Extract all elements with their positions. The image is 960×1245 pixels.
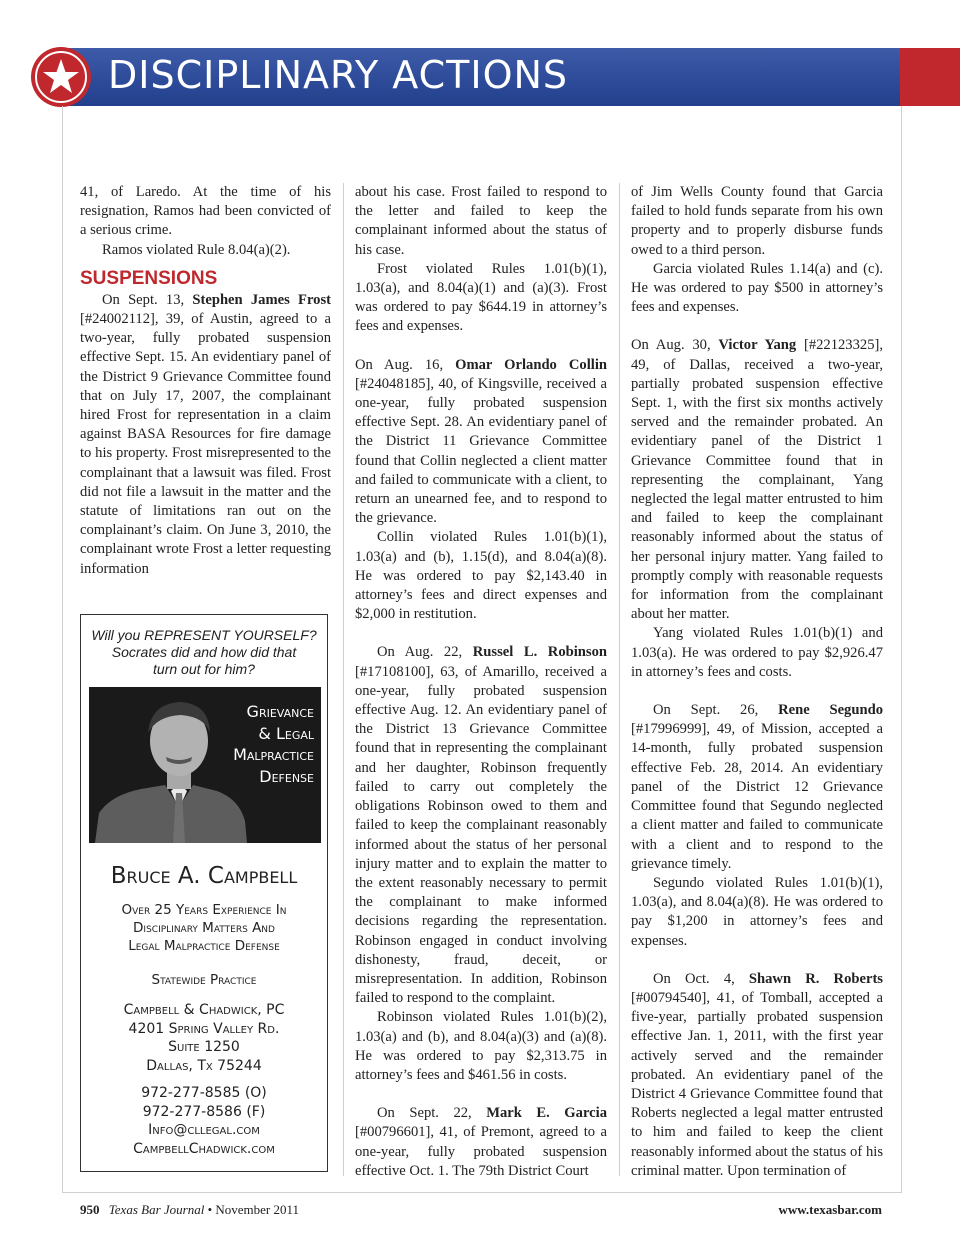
ad-fax: 972-277-8586 (F) bbox=[142, 1103, 266, 1120]
paragraph: On Oct. 4, Shawn R. Roberts [#00794540], 41, of Tomball, accepted a five-year, partially probated suspension effective Jan. 1, 2011, with the first year actively served and the remainder probated. An evidentiary panel of the District 4 Grievance Committee found that Roberts neglected a legal matter entrusted to him and failed to keep the client reasonably informed about the status of his criminal matter. Upon termination of bbox=[631, 970, 883, 1179]
ad-contact bbox=[81, 1084, 327, 1158]
paragraph: Frost violated Rules 1.01(b)(1), 1.03(a), and 8.04(a)(1) and (a)(3). Frost was ordered to pay $644.19 in attorney’s fees and expenses. bbox=[355, 260, 607, 335]
attorney-name: Omar Orlando Collin bbox=[455, 356, 607, 373]
paragraph: Robinson violated Rules 1.01(b)(2), 1.03(a) and (b), and 8.04(a)(3) and (a)(8). He was ordered to pay $2,313.75 in attorney’s fees and $461.56 in costs. bbox=[355, 1009, 607, 1083]
column-divider bbox=[343, 183, 344, 1176]
paragraph: Garcia violated Rules 1.14(a) and (c). He was ordered to pay $500 in attorney’s fees and expenses. bbox=[631, 260, 883, 316]
paragraph: Segundo violated Rules 1.01(b)(1), 1.03(a), and 8.04(a)(8). He was ordered to pay $1,200 in attorney’s fees and expenses. bbox=[631, 874, 883, 949]
ad-statewide: Statewide Practice bbox=[151, 972, 257, 988]
paragraph: On Aug. 30, Victor Yang [#22123325], 49, of Dallas, received a two-year, partially probated suspension effective Sept. 1, with the first six months actively served and the remainder probated. An evidentiary panel of the District 1 Grievance Committee found that in representing the complainant, Yang neglected the legal matter entrusted to him and failed to keep the complainant reasonably informed about the status of her personal injury matter. Yang failed to promptly comply with reasonable requests for information from the complainant about her matter. bbox=[631, 337, 884, 623]
paragraph: On Sept. 22, Mark E. Garcia [#00796601], 41, of Premont, agreed to a one-year, fully probated suspension effective Oct. 1. The 79th District Court bbox=[355, 1105, 607, 1179]
column-1 bbox=[80, 183, 331, 579]
ad-tagline: Grievance & Legal Malpractice Defense bbox=[233, 702, 314, 786]
paragraph: On Sept. 26, Rene Segundo [#17996999], 49, of Mission, accepted a 14-month, fully probated suspension effective Feb. 28, 2014. An evidentiary panel of the District 12 Grievance Committee found that Segundo neglected a client matter and failed to communicate with a client and to respond to the grievance timely. bbox=[631, 702, 884, 872]
attorney-name: Shawn R. Roberts bbox=[748, 970, 883, 987]
footer-url[interactable]: www.texasbar.com bbox=[778, 1202, 882, 1217]
ad-address: Campbell & Chadwick, PC 4201 Spring Valley Rd. Suite 1250 Dallas, Tx 75244 bbox=[123, 1002, 285, 1074]
paragraph: On Aug. 16, Omar Orlando Collin [#24048185], 40, of Kingsville, received a one-year, fully probated suspension effective Sept. 28. An evidentiary panel of the District 11 Grievance Committee found that Collin neglected a client matter and failed to communicate with a client, to return an unearned fee, and to respond to the grievance. bbox=[355, 356, 607, 527]
paragraph: of Jim Wells County found that Garcia failed to hold funds separate from his own property and to properly disburse funds owed to a third person. bbox=[631, 184, 883, 258]
page-number: 950 bbox=[80, 1202, 100, 1217]
attorney-name: Mark E. Garcia bbox=[486, 1105, 607, 1122]
ad-phone: 972-277-8585 (O) bbox=[141, 1085, 267, 1101]
attorney-name: Stephen James Frost bbox=[192, 291, 331, 308]
ad-photo bbox=[89, 687, 321, 843]
header-banner bbox=[0, 48, 960, 106]
ad-website: CampbellChadwick.com bbox=[133, 1140, 275, 1157]
ad-question: Will you REPRESENT YOURSELF? Socrates did and how did that turn out for him? bbox=[91, 627, 317, 677]
paragraph: Ramos violated Rule 8.04(a)(2). bbox=[102, 241, 291, 258]
advertisement bbox=[80, 614, 328, 1172]
header-accent bbox=[900, 48, 960, 106]
column-3 bbox=[631, 183, 883, 1181]
paragraph: Yang violated Rules 1.01(b)(1) and 1.03(a). He was ordered to pay $2,926.47 in attorney’s fees and costs. bbox=[631, 625, 883, 680]
attorney-name: Victor Yang bbox=[718, 337, 797, 354]
paragraph: 41, of Laredo. At the time of his resignation, Ramos had been convicted of a serious crime. bbox=[80, 184, 331, 239]
page-title: DISCIPLINARY ACTIONS bbox=[108, 53, 569, 97]
attorney-name: Russel L. Robinson bbox=[472, 644, 607, 661]
ad-attorney-name: Bruce A. Campbell bbox=[110, 863, 298, 889]
column-2 bbox=[355, 183, 607, 1181]
attorney-name: Rene Segundo bbox=[778, 702, 884, 719]
paragraph: about his case. Frost failed to respond to the letter and failed to keep the complainant informed about the status of his case. bbox=[355, 184, 607, 258]
journal-name: Texas Bar Journal bbox=[108, 1202, 205, 1217]
ad-experience: Over 25 Years Experience In Disciplinary Matters And Legal Malpractice Defense bbox=[121, 902, 287, 954]
ad-email: Info@cllegal.com bbox=[148, 1122, 260, 1138]
footer-left: 950 Texas Bar Journal • November 2011 bbox=[80, 1202, 300, 1217]
paragraph: On Aug. 22, Russel L. Robinson [#17108100], 63, of Amarillo, received a one-year, fully probated suspension effective Aug. 12. An evidentiary panel of the District 13 Grievance Committee found that in representing the complainant and her daughter, Robinson frequently failed to carry out completely the obligations Robinson owed to them and failed to keep the complainant reasonably informed about the status of her personal injury matter and to explain the matter to the extent reasonably necessary to permit the complainant to make informed decisions regarding the representation. Robinson engaged in conduct involving dishonesty, fraud, deceit, or misrepresentation. In addition, Robinson failed to respond to the complaint. bbox=[355, 644, 607, 1007]
paragraph: On Sept. 13, Stephen James Frost [#24002112], 39, of Austin, agreed to a two-year, fully probated suspension effective Sept. 15. An evidentiary panel of the District 9 Grievance Committee found that on July 17, 2007, the complainant hired Frost for representation in a claim against BASA Resources for fire damage to his property. Frost misrepresented to the complainant that a lawsuit was filed. Frost did not file a lawsuit in the matter and the statute of limitations ran out on the complainant’s claim. On June 3, 2010, the complainant wrote Frost a letter requesting information bbox=[80, 291, 331, 577]
paragraph: Collin violated Rules 1.01(b)(1), 1.03(a) and (b), 1.15(d), and 8.04(a)(8). He was ordered to pay $2,143.40 in attorney’s fees and direct expenses and $2,000 in restitution. bbox=[355, 529, 607, 623]
issue-date: November 2011 bbox=[215, 1202, 300, 1217]
section-heading: SUSPENSIONS bbox=[80, 267, 218, 289]
column-divider bbox=[619, 183, 620, 1176]
star-icon bbox=[30, 46, 92, 108]
